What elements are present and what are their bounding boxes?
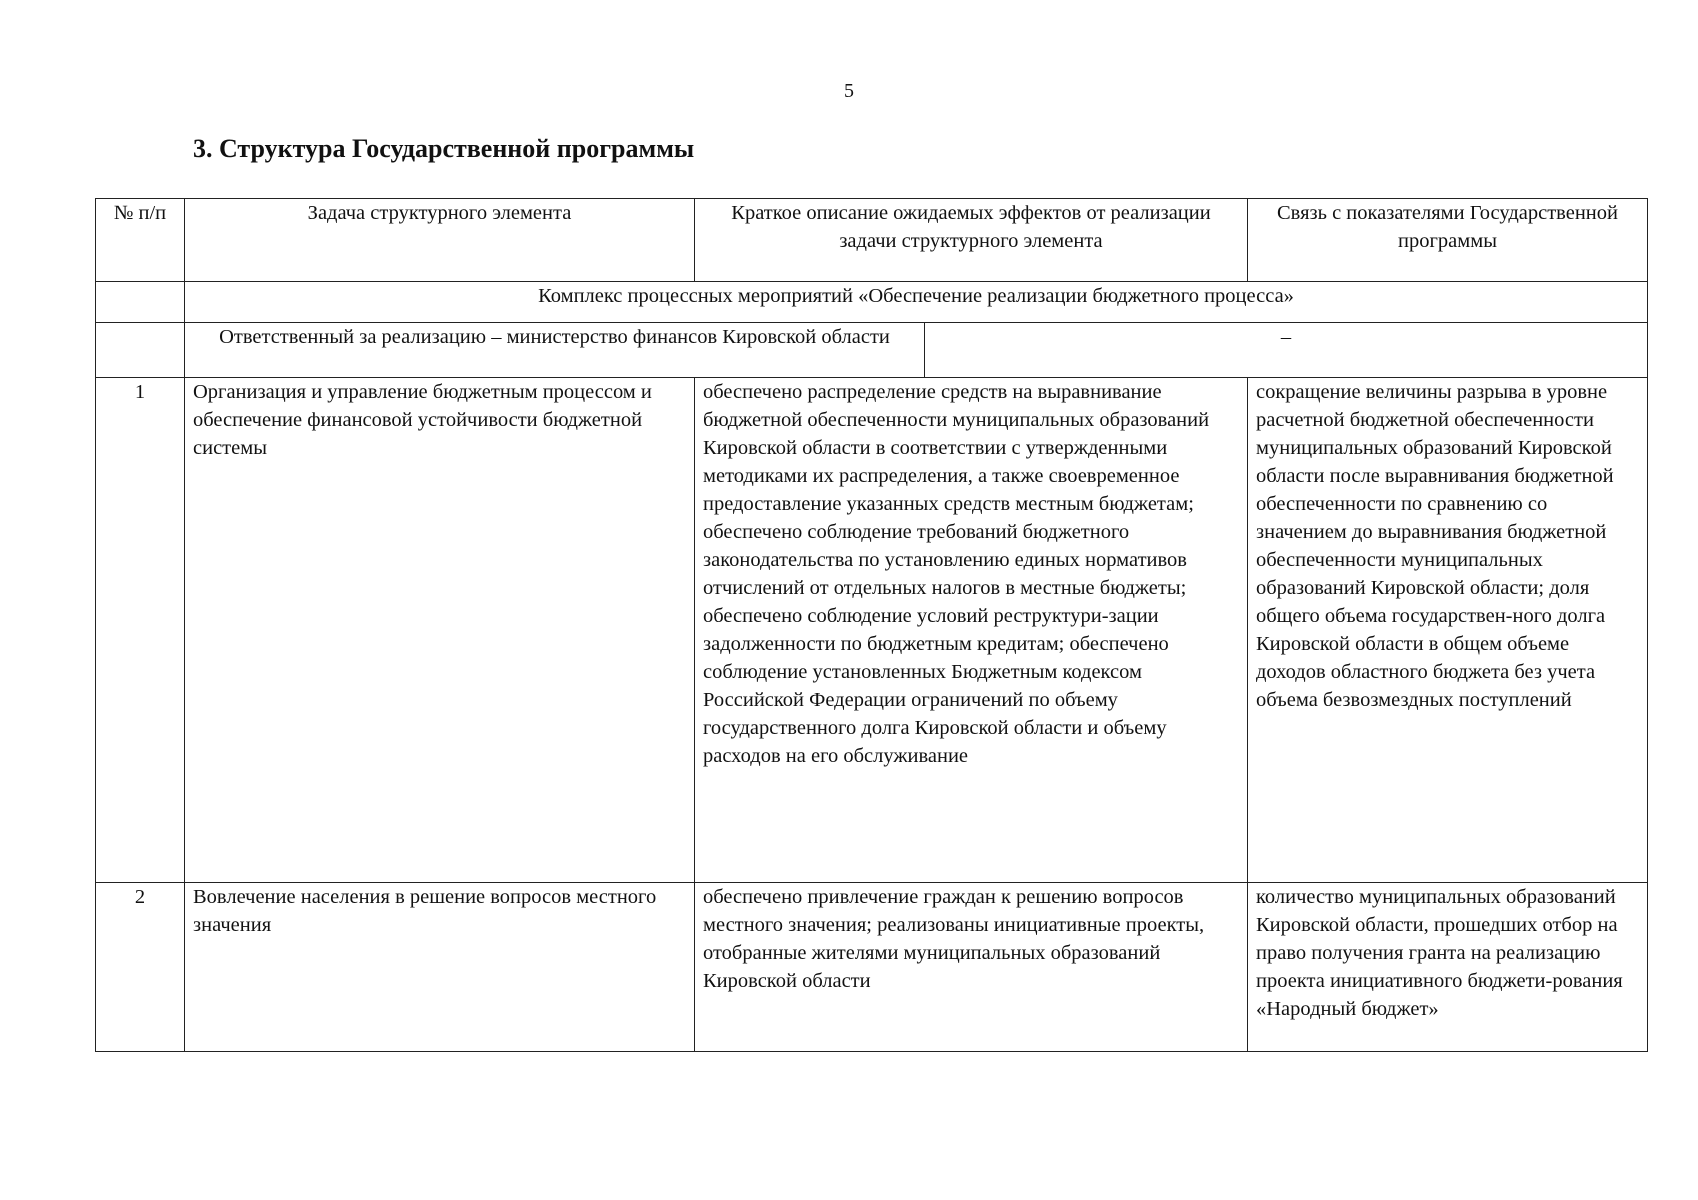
row-task: Вовлечение населения в решение вопросов местного значения	[185, 883, 695, 1052]
row-indicators: сокращение величины разрыва в уровне расчетной бюджетной обеспеченности муниципальных образований Кировской области после выравнивания бюджетной обеспеченности по сравнению со значением до выравнивания бюджетной обеспеченности муниципальных образований Кировской области; доля общего объема государствен-ного долга Кировской области в общем объеме доходов областного бюджета без учета объема безвозмездных поступлений	[1248, 378, 1648, 883]
responsible-row	[96, 323, 1648, 378]
header-task: Задача структурного элемента	[185, 199, 695, 282]
page-number: 5	[844, 80, 854, 102]
row-effects: обеспечено привлечение граждан к решению вопросов местного значения; реализованы инициативные проекты, отобранные жителями муниципальных образований Кировской области	[695, 883, 1248, 1052]
header-effects: Краткое описание ожидаемых эффектов от реализации задачи структурного элемента	[695, 199, 1248, 282]
table-row	[96, 883, 1648, 1052]
structure-table	[95, 198, 1648, 1052]
header-number: № п/п	[96, 199, 185, 282]
header-indicators: Связь с показателями Государственной программы	[1248, 199, 1648, 282]
row-indicators: количество муниципальных образований Кировской области, прошедших отбор на право получения гранта на реализацию проекта инициативного бюджети-рования «Народный бюджет»	[1248, 883, 1648, 1052]
responsible-text: Ответственный за реализацию – министерство финансов Кировской области	[185, 323, 925, 377]
row-number: 1	[96, 378, 185, 883]
table-header-row	[96, 199, 1648, 282]
responsible-empty-cell	[96, 323, 185, 378]
responsible-link: –	[1280, 326, 1292, 348]
responsible-cell	[185, 323, 1648, 378]
section-title: 3. Структура Государственной программы	[193, 134, 695, 163]
complex-row	[96, 282, 1648, 323]
complex-empty-cell	[96, 282, 185, 323]
row-number: 2	[96, 883, 185, 1052]
row-task: Организация и управление бюджетным процессом и обеспечение финансовой устойчивости бюджетной системы	[185, 378, 695, 883]
table-row	[96, 378, 1648, 883]
complex-title: Комплекс процессных мероприятий «Обеспечение реализации бюджетного процесса»	[185, 282, 1648, 323]
row-effects: обеспечено распределение средств на выравнивание бюджетной обеспеченности муниципальных образований Кировской области в соответствии с утвержденными методиками их распределения, а также своевременное предоставление указанных средств местным бюджетам; обеспечено соблюдение требований бюджетного законодательства по установлению единых нормативов отчислений от отдельных налогов в местные бюджеты; обеспечено соблюдение условий реструктури-зации задолженности по бюджетным кредитам; обеспечено соблюдение установленных Бюджетным кодексом Российской Федерации ограничений по объему государственного долга Кировской области и объему расходов на его обслуживание	[695, 378, 1248, 883]
